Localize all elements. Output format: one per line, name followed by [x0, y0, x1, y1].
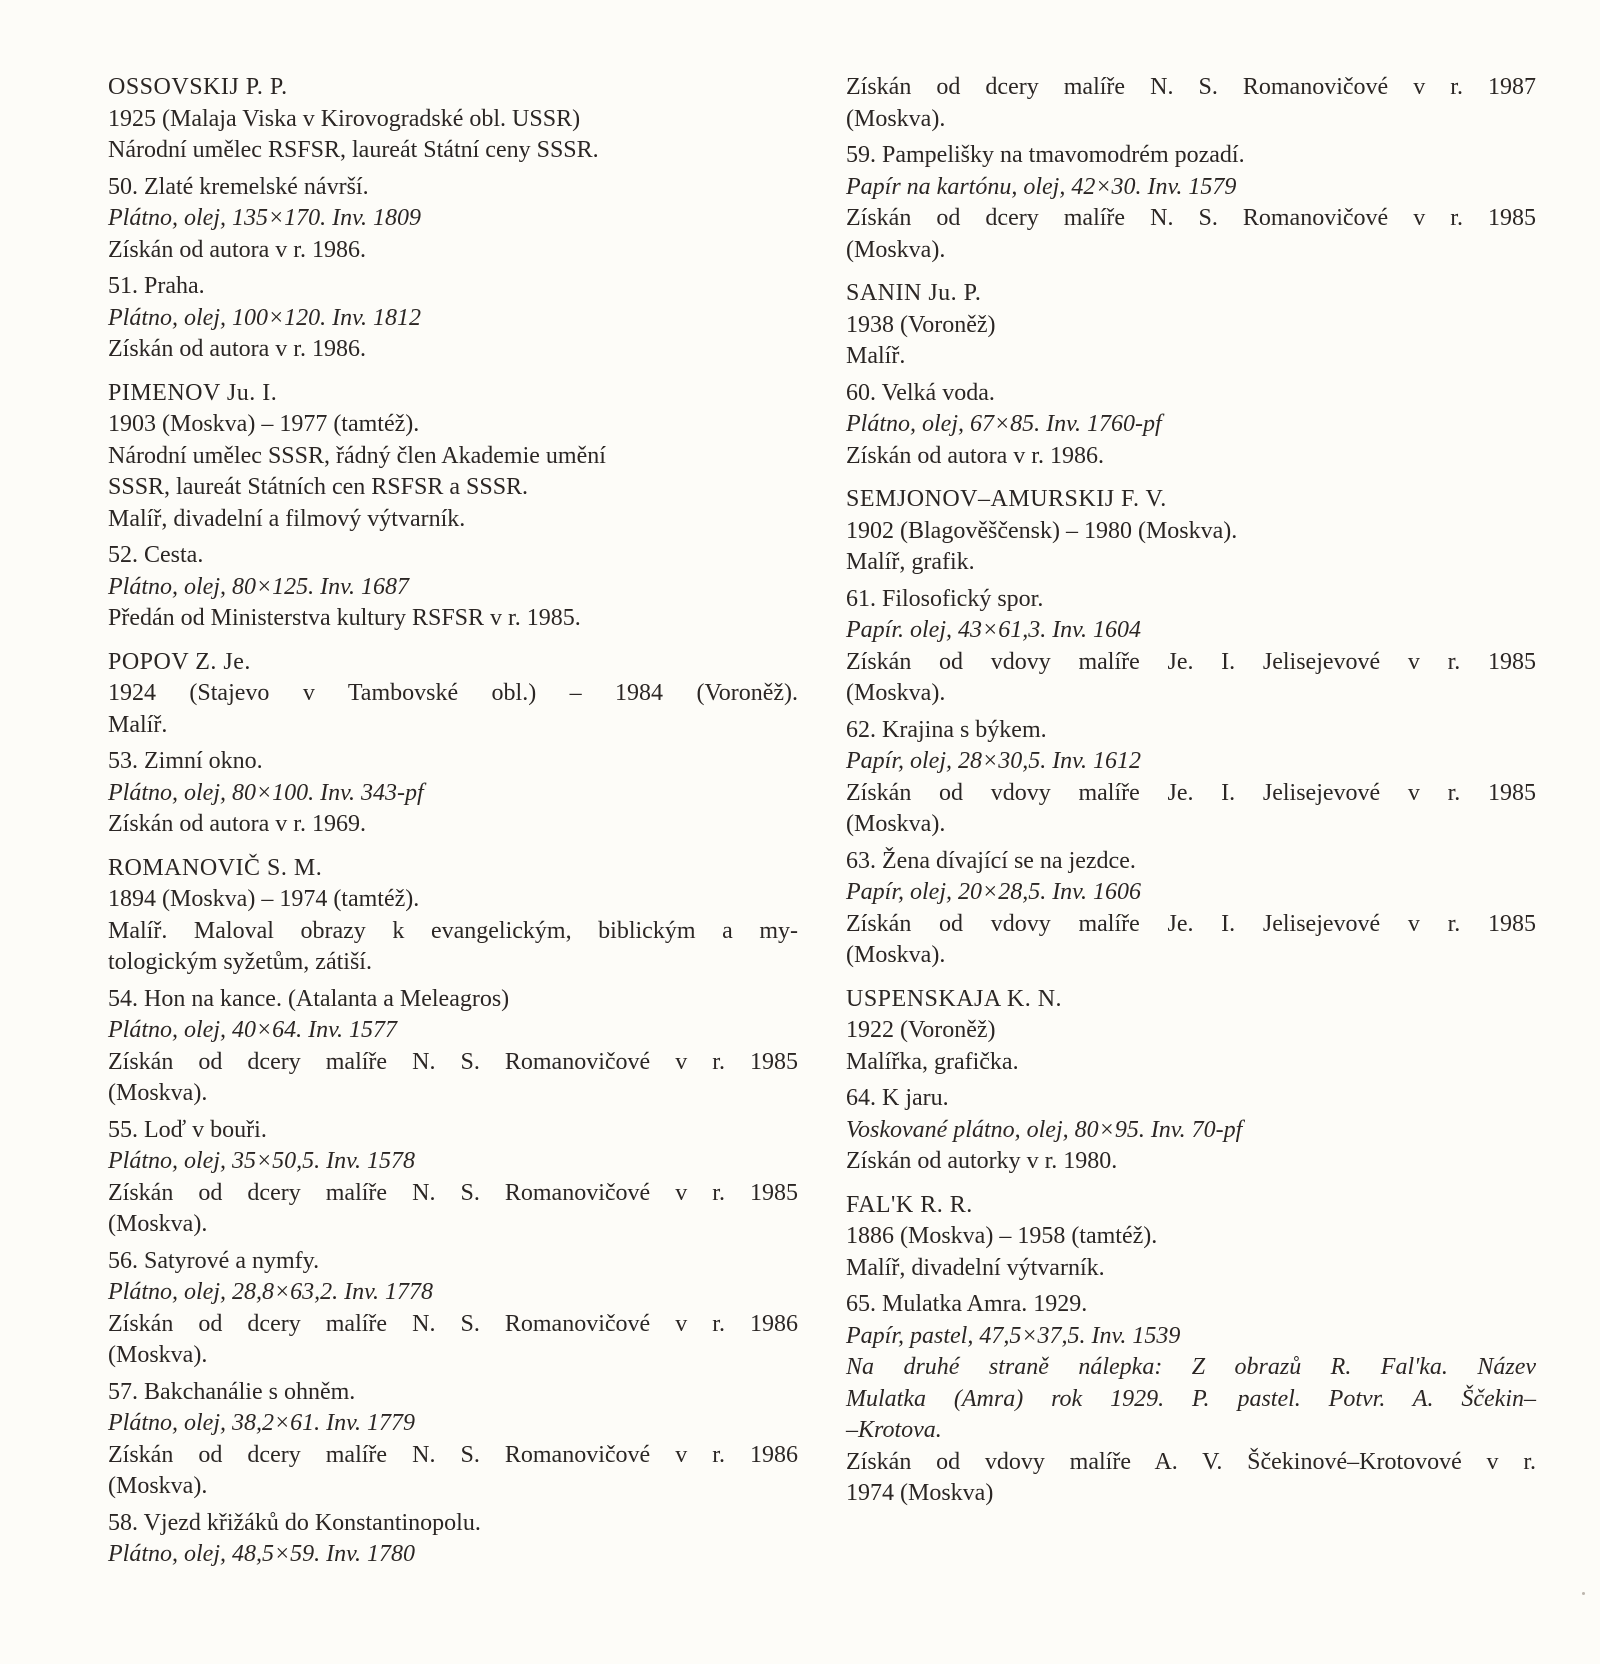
entry-title: 50. Zlaté kremelské návrší. — [108, 173, 369, 200]
catalog-entry — [846, 1083, 1536, 1178]
acquisition-note: Získán od autora v r. 1986. — [846, 442, 1104, 469]
acquisition-note: Získán od autorky v r. 1980. — [846, 1148, 1118, 1174]
artist-bio: Malířka, grafička. — [846, 1048, 1019, 1075]
acquisition-note: Získán od dcery malíře N. S. Romanovičové v r. 1985 — [108, 1048, 798, 1075]
catalog-entry — [108, 540, 798, 635]
acquisition-note: Získán od vdovy malíře Je. I. Jelisejevové v r. 1985 — [846, 648, 1536, 675]
entry-title: 54. Hon na kance. (Atalanta a Meleagros) — [108, 985, 510, 1012]
entry-medium: Plátno, olej, 38,2×61. Inv. 1779 — [108, 1410, 416, 1436]
entry-title: 52. Cesta. — [108, 542, 204, 568]
entry-label-note: Na druhé straně nálepka: Z obrazů R. Fal'ka. Název — [846, 1354, 1536, 1380]
artist-bio: Národní umělec SSSR, řádný člen Akademie umění — [108, 442, 606, 469]
entry-medium: Voskované plátno, olej, 80×95. Inv. 70-pf — [846, 1116, 1243, 1143]
acquisition-note: Získán od vdovy malíře Je. I. Jelisejevové v r. 1985 — [846, 910, 1536, 937]
acquisition-note: Předán od Ministerstva kultury RSFSR v r. 1985. — [108, 605, 581, 631]
continued-note — [846, 72, 1536, 135]
artist-dates: 1925 (Malaja Viska v Kirovogradské obl. USSR) — [108, 105, 581, 132]
acquisition-note: 1974 (Moskva) — [846, 1480, 994, 1506]
catalog-entry — [108, 746, 798, 841]
artist-name: OSSOVSKIJ P. P. — [108, 74, 288, 100]
acquisition-note: (Moskva). — [108, 1342, 208, 1368]
entry-medium: Plátno, olej, 35×50,5. Inv. 1578 — [108, 1148, 416, 1174]
acquisition-note: (Moskva). — [108, 1211, 208, 1237]
artist-block — [846, 278, 1536, 373]
artist-block — [846, 484, 1536, 579]
paper-speck — [1582, 1592, 1585, 1595]
artist-block — [108, 853, 798, 979]
artist-dates: 1903 (Moskva) – 1977 (tamtéž). — [108, 411, 420, 437]
artist-dates: 1922 (Voroněž) — [846, 1017, 996, 1043]
artist-block — [846, 1190, 1536, 1285]
entry-title: 56. Satyrové a nymfy. — [108, 1247, 320, 1274]
artist-bio: Malíř. — [846, 343, 906, 369]
artist-bio: Malíř, divadelní a filmový výtvarník. — [108, 505, 466, 532]
catalog-entry — [108, 1246, 798, 1372]
artist-block — [846, 984, 1536, 1079]
acquisition-note: Získán od autora v r. 1986. — [108, 236, 366, 263]
entry-medium: Plátno, olej, 48,5×59. Inv. 1780 — [108, 1541, 416, 1567]
artist-dates: 1902 (Blagověščensk) – 1980 (Moskva). — [846, 517, 1238, 544]
catalog-entry — [108, 271, 798, 366]
catalog-entry — [846, 584, 1536, 710]
catalog-entry — [108, 984, 798, 1110]
artist-name: FAL'K R. R. — [846, 1191, 973, 1218]
artist-bio: Malíř. Maloval obrazy k evangelickým, biblickým a my- — [108, 917, 798, 944]
artist-bio: tologickým syžetům, zátiší. — [108, 949, 372, 975]
acquisition-note: (Moskva). — [846, 105, 946, 132]
acquisition-note: Získán od autora v r. 1986. — [108, 336, 366, 362]
acquisition-note: Získán od autora v r. 1969. — [108, 811, 366, 837]
right-column — [846, 72, 1536, 1510]
entry-medium: Plátno, olej, 80×100. Inv. 343-pf — [108, 779, 424, 806]
entry-title: 53. Zimní okno. — [108, 748, 263, 774]
artist-dates: 1938 (Voroněž) — [846, 311, 996, 338]
entry-label-note: –Krotova. — [846, 1417, 942, 1443]
artist-bio: Malíř, divadelní výtvarník. — [846, 1254, 1105, 1281]
artist-dates: 1924 (Stajevo v Tambovské obl.) – 1984 (Voroněž). — [108, 680, 798, 706]
acquisition-note: (Moskva). — [108, 1080, 208, 1106]
entry-title: 51. Praha. — [108, 273, 205, 299]
entry-title: 57. Bakchanálie s ohněm. — [108, 1378, 356, 1405]
left-column — [108, 72, 798, 1571]
artist-bio: Národní umělec RSFSR, laureát Státní ceny SSSR. — [108, 137, 599, 163]
artist-dates: 1894 (Moskva) – 1974 (tamtéž). — [108, 886, 420, 912]
catalog-entry — [108, 1115, 798, 1241]
artist-name: ROMANOVIČ S. M. — [108, 854, 323, 881]
artist-block — [108, 647, 798, 742]
acquisition-note: (Moskva). — [846, 811, 946, 837]
artist-name: USPENSKAJA K. N. — [846, 985, 1063, 1012]
entry-label-note: Mulatka (Amra) rok 1929. P. pastel. Potvr. A. Ščekin– — [846, 1385, 1536, 1412]
entry-title: 64. K jaru. — [846, 1085, 949, 1111]
artist-bio: Malíř, grafik. — [846, 549, 975, 575]
entry-medium: Plátno, olej, 28,8×63,2. Inv. 1778 — [108, 1279, 434, 1305]
artist-name: SANIN Ju. P. — [846, 280, 982, 306]
acquisition-note: (Moskva). — [108, 1473, 208, 1499]
artist-name: SEMJONOV–AMURSKIJ F. V. — [846, 486, 1167, 512]
artist-bio: SSSR, laureát Státních cen RSFSR a SSSR. — [108, 474, 529, 500]
entry-title: 63. Žena dívající se na jezdce. — [846, 847, 1136, 874]
entry-medium: Plátno, olej, 80×125. Inv. 1687 — [108, 573, 410, 600]
entry-medium: Papír. olej, 43×61,3. Inv. 1604 — [846, 617, 1142, 643]
acquisition-note: Získán od dcery malíře N. S. Romanovičové v r. 1986 — [108, 1310, 798, 1337]
artist-name: POPOV Z. Je. — [108, 648, 251, 675]
catalog-entry — [846, 846, 1536, 972]
entry-title: 60. Velká voda. — [846, 379, 995, 406]
entry-title: 65. Mulatka Amra. 1929. — [846, 1291, 1088, 1317]
acquisition-note: (Moskva). — [846, 236, 946, 263]
entry-medium: Papír, olej, 28×30,5. Inv. 1612 — [846, 748, 1142, 774]
catalog-entry — [846, 1289, 1536, 1510]
entry-title: 58. Vjezd křižáků do Konstantinopolu. — [108, 1509, 481, 1536]
artist-name: PIMENOV Ju. I. — [108, 379, 278, 406]
entry-medium: Plátno, olej, 40×64. Inv. 1577 — [108, 1017, 398, 1043]
entry-title: 61. Filosofický spor. — [846, 585, 1044, 612]
acquisition-note: Získán od dcery malíře N. S. Romanovičové v r. 1985 — [108, 1179, 798, 1206]
artist-block — [108, 378, 798, 536]
acquisition-note: Získán od dcery malíře N. S. Romanovičové v r. 1985 — [846, 205, 1536, 231]
acquisition-note: Získán od vdovy malíře A. V. Ščekinové–Krotovové v r. — [846, 1448, 1536, 1475]
acquisition-note: (Moskva). — [846, 680, 946, 706]
catalog-entry — [108, 1377, 798, 1503]
catalog-entry — [108, 1508, 798, 1571]
entry-title: 62. Krajina s býkem. — [846, 716, 1047, 743]
entry-title: 55. Loď v bouři. — [108, 1116, 267, 1143]
acquisition-note: Získán od dcery malíře N. S. Romanovičové v r. 1987 — [846, 74, 1536, 100]
entry-medium: Plátno, olej, 67×85. Inv. 1760-pf — [846, 411, 1162, 437]
entry-medium: Papír na kartónu, olej, 42×30. Inv. 1579 — [846, 173, 1237, 200]
acquisition-note: (Moskva). — [846, 942, 946, 968]
catalog-entry — [846, 378, 1536, 473]
entry-medium: Papír, pastel, 47,5×37,5. Inv. 1539 — [846, 1322, 1181, 1349]
entry-medium: Papír, olej, 20×28,5. Inv. 1606 — [846, 879, 1142, 905]
catalog-entry — [846, 140, 1536, 266]
entry-title: 59. Pampelišky na tmavomodrém pozadí. — [846, 142, 1245, 168]
acquisition-note: Získán od vdovy malíře Je. I. Jelisejevové v r. 1985 — [846, 779, 1536, 806]
entry-medium: Plátno, olej, 100×120. Inv. 1812 — [108, 304, 422, 331]
catalog-entry — [846, 715, 1536, 841]
catalog-entry — [108, 172, 798, 267]
artist-block — [108, 72, 798, 167]
artist-bio: Malíř. — [108, 711, 168, 738]
entry-medium: Plátno, olej, 135×170. Inv. 1809 — [108, 205, 422, 231]
acquisition-note: Získán od dcery malíře N. S. Romanovičové v r. 1986 — [108, 1441, 798, 1468]
artist-dates: 1886 (Moskva) – 1958 (tamtéž). — [846, 1223, 1158, 1249]
